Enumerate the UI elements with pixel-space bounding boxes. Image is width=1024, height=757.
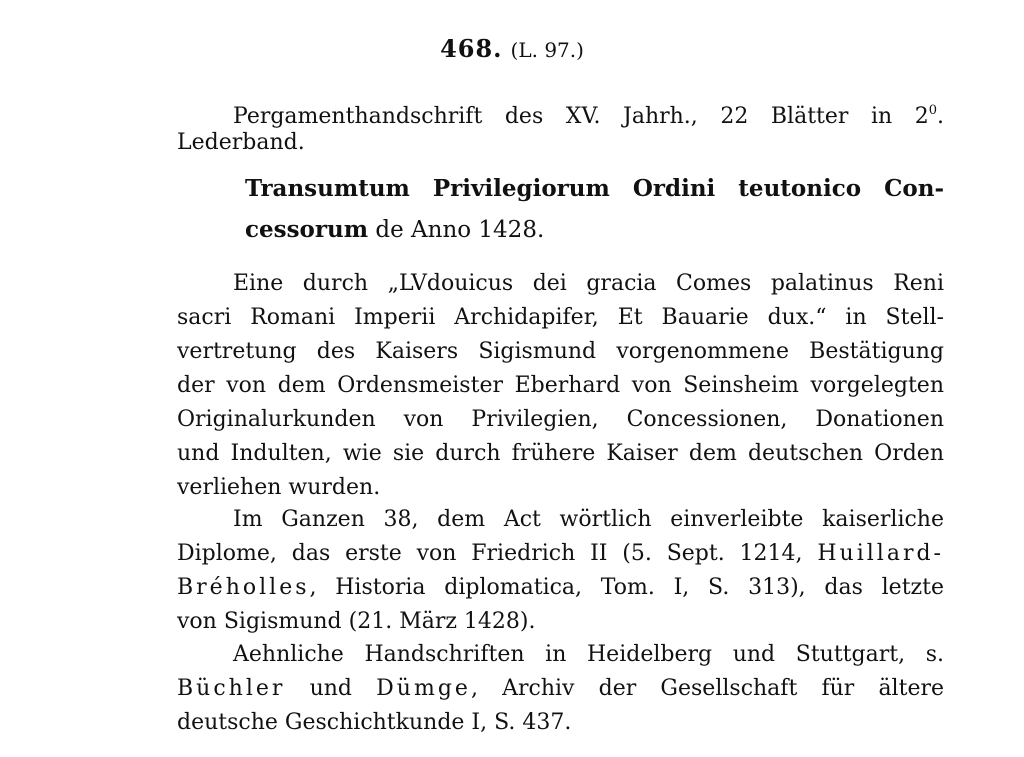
paragraph-1-line: vertretung des Kaisers Sigismund vorgenommene Bestätigung [177,339,944,364]
author-name-spaced: Dümge [376,676,471,701]
paragraph-2-text: Diplome, das erste von Friedrich II (5. Sept. 1214, [177,541,818,566]
page-header [0,34,1024,65]
paragraph-1-line: Originalurkunden von Privilegien, Concessionen, Donationen [177,407,944,432]
paragraph-3-line [177,674,944,704]
paragraph-3-line: deutsche Geschichtkunde I, S. 437. [177,710,572,735]
description-text: Pergamenthandschrift des XV. Jahrh., 22 Blätter in 2 [233,104,929,129]
paragraph-1-line: sacri Romani Imperii Archidapifer, Et Bauarie dux.“ in Stell- [177,305,944,330]
author-name-spaced: Bréholles [177,575,310,600]
description-line-1 [233,96,944,132]
description-line-2: Lederband. [177,130,305,155]
paragraph-2-line [177,573,944,603]
paragraph-3-line: Aehnliche Handschriften in Heidelberg und Stuttgart, s. [233,642,944,667]
paragraph-2-line: von Sigismund (21. März 1428). [177,609,536,634]
paragraph-2-line: Im Ganzen 38, dem Act wörtlich einverleibte kaiserliche [233,507,944,532]
author-name-spaced: Huillard- [817,541,944,566]
entry-reference: (L. 97.) [510,38,584,62]
paragraph-2-line [177,539,944,569]
manuscript-title-line-2 [245,215,944,245]
entry-number: 468. [440,34,503,63]
paragraph-1-line: verliehen wurden. [177,475,381,500]
description-period: . [937,104,944,129]
paragraph-2-text: , Historia diplomatica, Tom. I, S. 313), das letzte [309,575,944,600]
title-date-text: de Anno 1428. [368,217,545,243]
paragraph-3-text: und [285,676,377,701]
paragraph-1-line: der von dem Ordensmeister Eberhard von Seinsheim vorgelegten [177,373,944,398]
paragraph-3-text: , Archiv der Gesellschaft für ältere [470,676,944,701]
title-bold-word: cessorum [245,216,369,243]
paragraph-1-line: und Indulten, wie sie durch frühere Kaiser dem deutschen Orden [177,441,944,466]
author-name-spaced: Büchler [177,676,286,701]
paragraph-1-line: Eine durch „LVdouicus dei gracia Comes palatinus Reni [233,271,944,296]
format-superscript: 0 [928,103,937,118]
manuscript-title-line-1: Transumtum Privilegiorum Ordini teutonico Con- [245,175,944,202]
